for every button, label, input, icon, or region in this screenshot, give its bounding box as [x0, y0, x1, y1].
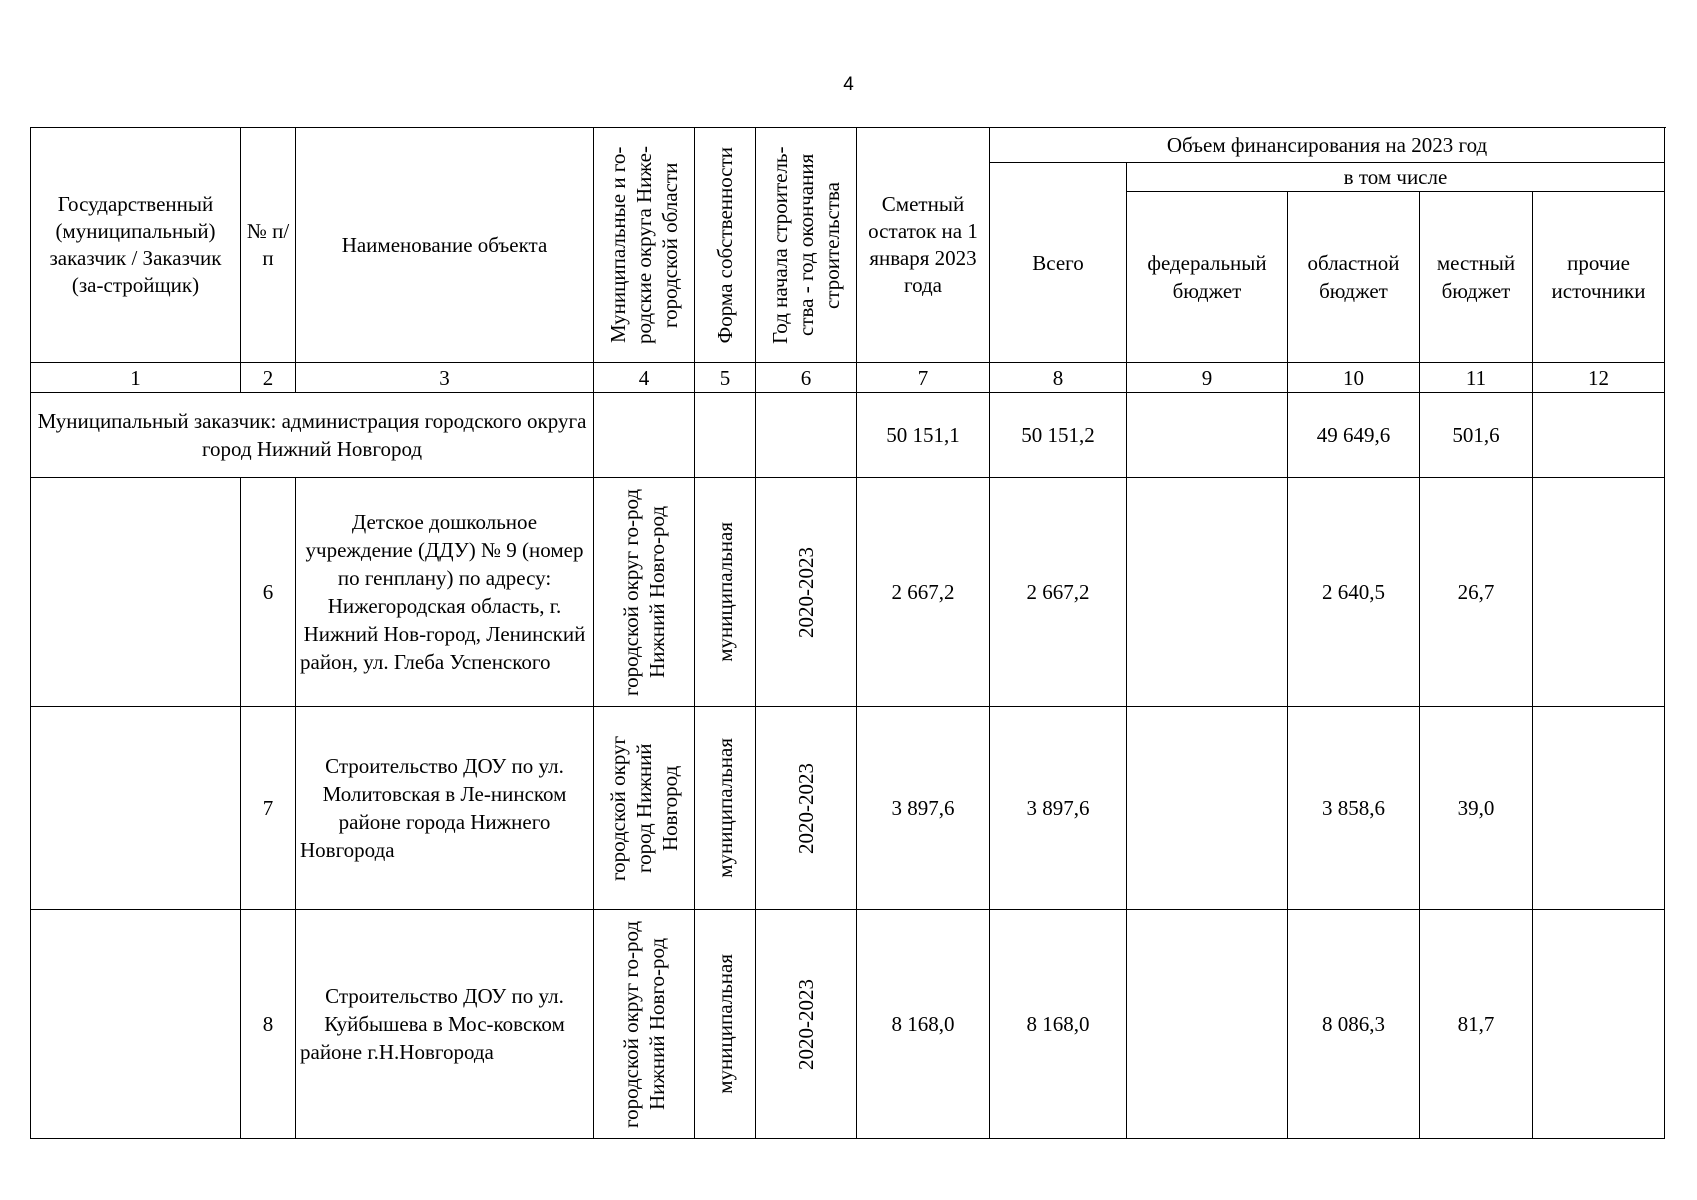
customer-label: Муниципальный заказчик: администрация городского округа город Нижний Новгород — [31, 393, 594, 478]
total-value: 3 897,6 — [990, 707, 1127, 910]
customer-total: 50 151,2 — [990, 393, 1127, 478]
header-local: местный бюджет — [1420, 192, 1533, 363]
empty-cell — [31, 707, 241, 910]
municipality-cell — [594, 707, 695, 910]
regional-value: 3 858,6 — [1288, 707, 1420, 910]
header-including: в том числе — [1127, 163, 1665, 192]
customer-other — [1533, 393, 1665, 478]
column-number: 11 — [1420, 363, 1533, 393]
column-number: 6 — [756, 363, 857, 393]
header-total: Всего — [990, 163, 1127, 363]
estimate-value: 8 168,0 — [857, 910, 990, 1139]
row-number: 7 — [241, 707, 296, 910]
local-value: 26,7 — [1420, 478, 1533, 707]
header-estimate: Сметный остаток на 1 января 2023 года — [857, 128, 990, 363]
estimate-value: 3 897,6 — [857, 707, 990, 910]
total-value: 8 168,0 — [990, 910, 1127, 1139]
column-number: 1 — [31, 363, 241, 393]
other-value — [1533, 707, 1665, 910]
municipality-text: городской округ го-род Нижний Новго-род — [619, 488, 669, 696]
object-name: Строительство ДОУ по ул. Куйбышева в Мос-ковском районе г.Н.Новгорода — [296, 910, 594, 1139]
header-municipality — [594, 128, 695, 363]
empty-cell — [594, 393, 695, 478]
years-text: 2020-2023 — [794, 978, 818, 1070]
header-object-name: Наименование объекта — [296, 128, 594, 363]
local-value: 39,0 — [1420, 707, 1533, 910]
customer-regional: 49 649,6 — [1288, 393, 1420, 478]
total-value: 2 667,2 — [990, 478, 1127, 707]
ownership-text: муниципальная — [713, 522, 737, 662]
years-text: 2020-2023 — [794, 546, 818, 638]
column-number: 4 — [594, 363, 695, 393]
header-number: № п/п — [241, 128, 296, 363]
header-regional: областной бюджет — [1288, 192, 1420, 363]
column-number: 9 — [1127, 363, 1288, 393]
federal-value — [1127, 707, 1288, 910]
municipality-text: городской округ город Нижний Новгород — [606, 735, 682, 881]
column-number: 7 — [857, 363, 990, 393]
years-cell — [756, 910, 857, 1139]
object-name: Строительство ДОУ по ул. Молитовская в Ле-нинском районе города Нижнего Новгорода — [296, 707, 594, 910]
years-cell — [756, 707, 857, 910]
ownership-cell — [695, 707, 756, 910]
estimate-value: 2 667,2 — [857, 478, 990, 707]
empty-cell — [756, 393, 857, 478]
customer-row — [31, 393, 1665, 478]
ownership-text: муниципальная — [713, 738, 737, 878]
row-number: 6 — [241, 478, 296, 707]
ownership-cell — [695, 478, 756, 707]
column-number: 5 — [695, 363, 756, 393]
column-number: 3 — [296, 363, 594, 393]
table-row — [31, 478, 1665, 707]
municipality-cell — [594, 910, 695, 1139]
header-customer: Государственный (муниципальный) заказчик / Заказчик (за-стройщик) — [31, 128, 241, 363]
header-federal: федеральный бюджет — [1127, 192, 1288, 363]
local-value: 81,7 — [1420, 910, 1533, 1139]
municipality-text: городской округ го-род Нижний Новго-род — [619, 920, 669, 1128]
financing-table — [30, 127, 1665, 1139]
customer-local: 501,6 — [1420, 393, 1533, 478]
customer-estimate: 50 151,1 — [857, 393, 990, 478]
page-number: 4 — [843, 74, 854, 95]
ownership-cell — [695, 910, 756, 1139]
header-years-text: Год начала строитель-ства - год окончания строительства — [768, 146, 844, 344]
federal-value — [1127, 910, 1288, 1139]
column-number: 8 — [990, 363, 1127, 393]
column-number: 12 — [1533, 363, 1665, 393]
column-number: 2 — [241, 363, 296, 393]
years-text: 2020-2023 — [794, 762, 818, 854]
header-years — [756, 128, 857, 363]
column-numbers-row — [31, 363, 1665, 393]
column-number: 10 — [1288, 363, 1420, 393]
other-value — [1533, 910, 1665, 1139]
other-value — [1533, 478, 1665, 707]
empty-cell — [31, 910, 241, 1139]
header-municipality-text: Муниципальные и го-родские округа Ниже-городской области — [606, 146, 682, 344]
customer-federal — [1127, 393, 1288, 478]
years-cell — [756, 478, 857, 707]
regional-value: 8 086,3 — [1288, 910, 1420, 1139]
row-number: 8 — [241, 910, 296, 1139]
table-row — [31, 707, 1665, 910]
header-other: прочие источники — [1533, 192, 1665, 363]
header-ownership — [695, 128, 756, 363]
header-financing-group: Объем финансирования на 2023 год — [990, 128, 1665, 163]
municipality-cell — [594, 478, 695, 707]
ownership-text: муниципальная — [713, 954, 737, 1094]
federal-value — [1127, 478, 1288, 707]
empty-cell — [695, 393, 756, 478]
object-name: Детское дошкольное учреждение (ДДУ) № 9 (номер по генплану) по адресу: Нижегородская область, г. Нижний Нов-город, Ленинский район, ул. Глеба Успенского — [296, 478, 594, 707]
empty-cell — [31, 478, 241, 707]
table-row — [31, 910, 1665, 1139]
header-ownership-text: Форма собственности — [713, 146, 737, 344]
regional-value: 2 640,5 — [1288, 478, 1420, 707]
